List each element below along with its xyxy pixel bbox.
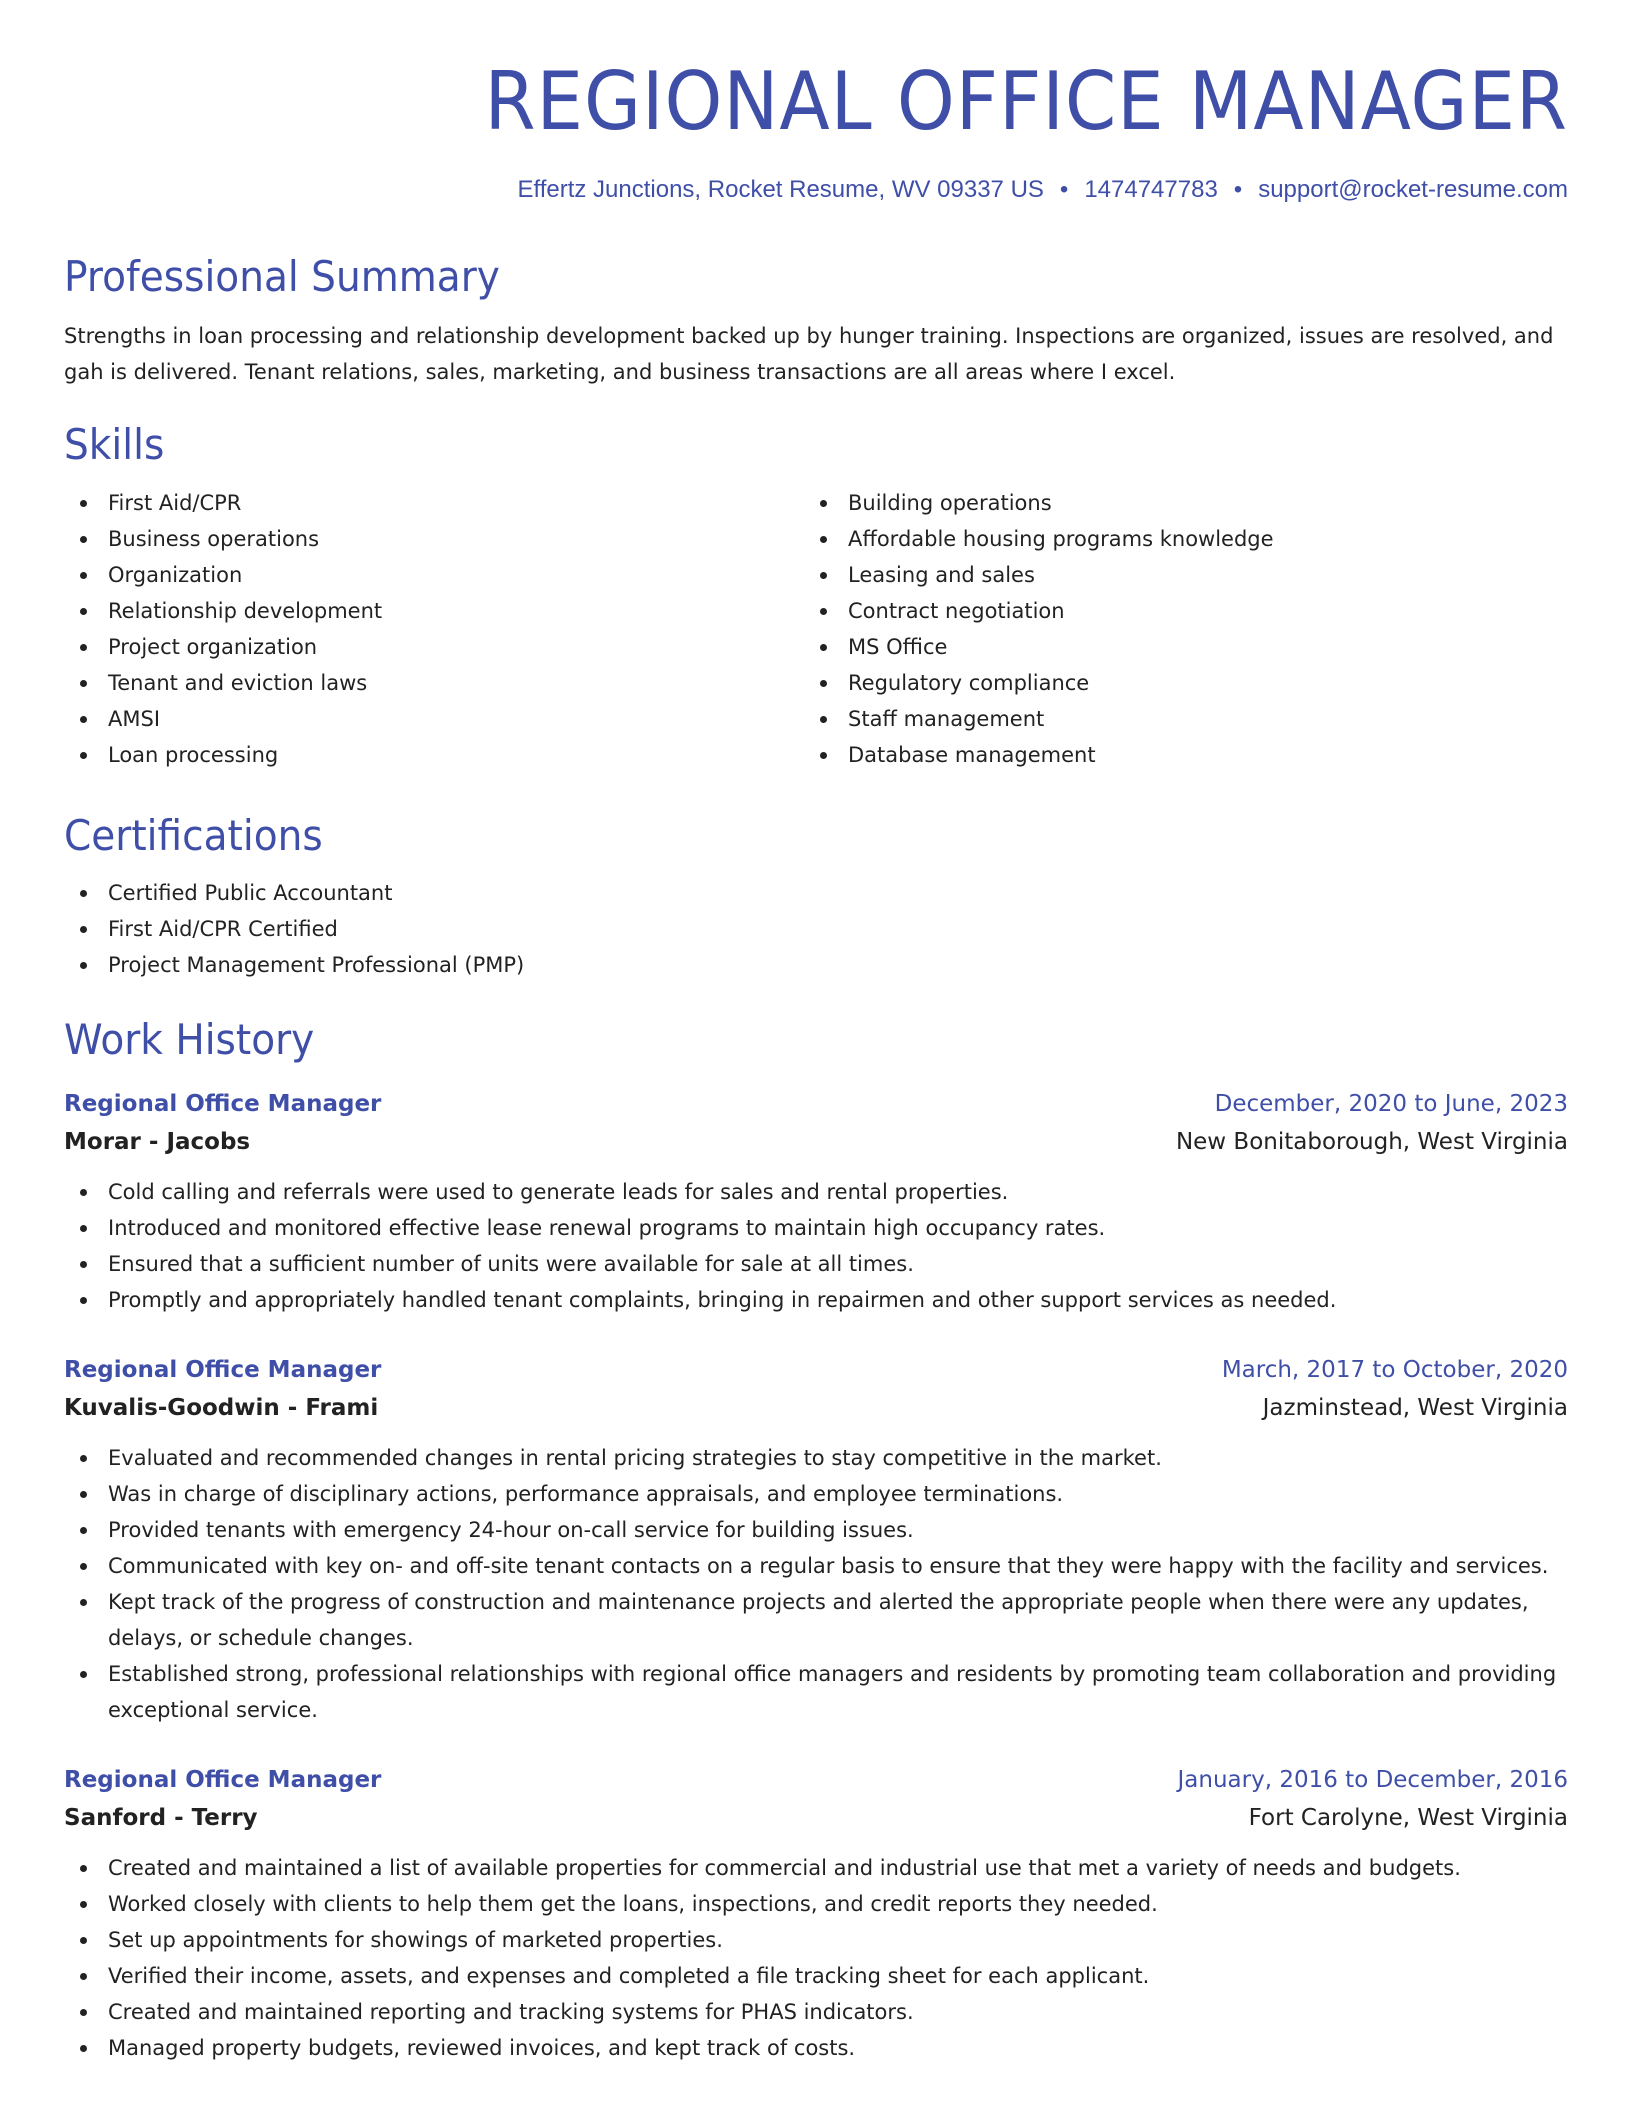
job-entry <box>64 1352 1568 1728</box>
job-entry <box>64 1762 1568 2066</box>
skill-item: Business operations <box>64 521 804 557</box>
summary-heading: Professional Summary <box>64 252 500 301</box>
job-title: Regional Office Manager <box>64 1356 382 1383</box>
contact-email[interactable]: support@rocket-resume.com <box>1258 176 1568 203</box>
skills-section <box>64 420 1568 772</box>
skill-item: First Aid/CPR <box>64 485 804 521</box>
job-bullet: Promptly and appropriately handled tenant complaints, bringing in repairmen and other support services as needed. <box>64 1282 1568 1318</box>
contact-phone: 1474747783 <box>1084 176 1218 203</box>
job-bullet: Verified their income, assets, and expenses and completed a file tracking sheet for each applicant. <box>64 1958 1568 1994</box>
job-bullet: Created and maintained reporting and tracking systems for PHAS indicators. <box>64 1994 1568 2030</box>
job-bullet: Created and maintained a list of available properties for commercial and industrial use that met a variety of needs and budgets. <box>64 1850 1568 1886</box>
job-bullet: Was in charge of disciplinary actions, performance appraisals, and employee terminations. <box>64 1476 1568 1512</box>
skills-heading: Skills <box>64 420 165 470</box>
certification-item: First Aid/CPR Certified <box>64 911 1568 947</box>
job-company: Morar - Jacobs <box>64 1128 251 1155</box>
job-bullet: Worked closely with clients to help them get the loans, inspections, and credit reports they needed. <box>64 1886 1568 1922</box>
skill-item: Regulatory compliance <box>804 665 1544 701</box>
job-bullet: Communicated with key on- and off-site tenant contacts on a regular basis to ensure that they were happy with the facility and services. <box>64 1548 1568 1584</box>
skill-item: Loan processing <box>64 737 804 773</box>
skills-list-left <box>64 485 804 773</box>
job-dates: January, 2016 to December, 2016 <box>1177 1766 1568 1793</box>
job-company: Kuvalis-Goodwin - Frami <box>64 1394 379 1421</box>
job-entry <box>64 1086 1568 1318</box>
job-bullet: Provided tenants with emergency 24-hour on-call service for building issues. <box>64 1512 1568 1548</box>
resume-header <box>64 0 1568 204</box>
job-location: New Bonitaborough, West Virginia <box>1175 1128 1568 1155</box>
job-bullets <box>64 1174 1568 1318</box>
skill-item: Affordable housing programs knowledge <box>804 521 1544 557</box>
job-title: Regional Office Manager <box>64 1090 382 1117</box>
skills-columns <box>64 485 1568 773</box>
skill-item: AMSI <box>64 701 804 737</box>
contact-separator: • <box>1059 176 1069 203</box>
skill-item: MS Office <box>804 629 1544 665</box>
job-dates: December, 2020 to June, 2023 <box>1214 1090 1568 1117</box>
certifications-heading: Certifications <box>64 810 323 860</box>
job-bullet: Established strong, professional relationships with regional office managers and residents by promoting team collaboration and providing exceptional service. <box>64 1656 1568 1728</box>
certifications-list <box>64 875 1568 983</box>
skill-item: Organization <box>64 557 804 593</box>
job-company: Sanford - Terry <box>64 1804 258 1831</box>
skill-item: Project organization <box>64 629 804 665</box>
resume-title: REGIONAL OFFICE MANAGER <box>484 55 1568 148</box>
summary-section <box>64 252 1568 390</box>
job-location: Jazminstead, West Virginia <box>1262 1394 1568 1421</box>
job-bullet: Kept track of the progress of construction and maintenance projects and alerted the appropriate people when there were any updates, delays, or schedule changes. <box>64 1584 1568 1656</box>
job-bullet: Ensured that a sufficient number of units were available for sale at all times. <box>64 1246 1568 1282</box>
skill-item: Building operations <box>804 485 1544 521</box>
contact-separator: • <box>1233 176 1243 203</box>
job-bullet: Managed property budgets, reviewed invoices, and kept track of costs. <box>64 2030 1568 2066</box>
job-location: Fort Carolyne, West Virginia <box>1248 1804 1568 1831</box>
skill-item: Staff management <box>804 701 1544 737</box>
certification-item: Certified Public Accountant <box>64 875 1568 911</box>
skill-item: Leasing and sales <box>804 557 1544 593</box>
job-bullets <box>64 1850 1568 2066</box>
skill-item: Tenant and eviction laws <box>64 665 804 701</box>
job-bullet: Set up appointments for showings of marketed properties. <box>64 1922 1568 1958</box>
certification-item: Project Management Professional (PMP) <box>64 947 1568 983</box>
contact-line <box>64 176 1568 204</box>
skills-list-right <box>804 485 1544 773</box>
job-bullet: Evaluated and recommended changes in rental pricing strategies to stay competitive in the market. <box>64 1440 1568 1476</box>
summary-text: Strengths in loan processing and relationship development backed up by hunger training. Inspections are organized, issues are resolved, and gah is delivered. Tenant relations, sales, marketing, and business transactions are all areas where I excel. <box>64 324 1554 385</box>
job-bullet: Cold calling and referrals were used to generate leads for sales and rental properties. <box>64 1174 1568 1210</box>
skill-item: Relationship development <box>64 593 804 629</box>
certifications-section <box>64 811 1568 983</box>
work-history-heading: Work History <box>64 1015 315 1065</box>
job-bullet: Introduced and monitored effective lease renewal programs to maintain high occupancy rates. <box>64 1210 1568 1246</box>
job-title: Regional Office Manager <box>64 1766 382 1793</box>
skill-item: Contract negotiation <box>804 593 1544 629</box>
job-bullets <box>64 1440 1568 1728</box>
skill-item: Database management <box>804 737 1544 773</box>
job-dates: March, 2017 to October, 2020 <box>1221 1356 1568 1383</box>
work-history-section <box>64 1015 1568 2065</box>
contact-address: Effertz Junctions, Rocket Resume, WV 09337 US <box>517 176 1044 203</box>
